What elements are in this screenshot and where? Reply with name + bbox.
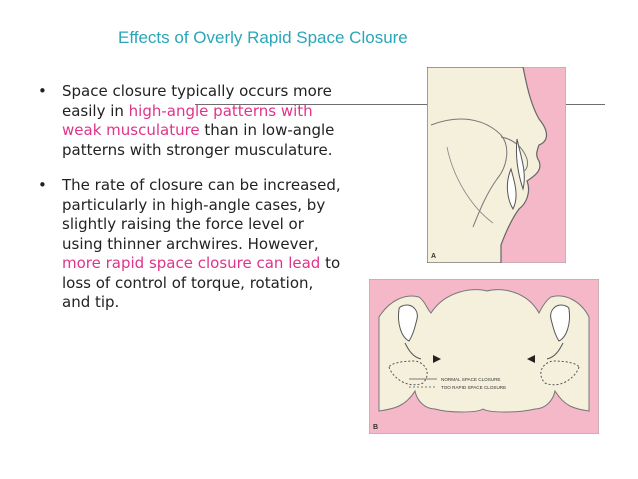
bullet-text: Space closure typically occurs more easily in [62, 82, 332, 120]
figure-a-label: A [431, 253, 437, 260]
figure-b-label: B [373, 424, 379, 431]
bullet-marker: • [38, 82, 47, 100]
tooth-illustration [369, 279, 599, 434]
bullet-highlight: more rapid space closure can lead [62, 254, 321, 272]
bullet-item [38, 82, 343, 160]
bullet-list [38, 82, 343, 329]
bullet-highlight: high-angle patterns with weak musculature [62, 101, 313, 139]
bullet-text: The rate of closure can be increased, particularly in high-angle cases, by slightly raising the force level or using thinner archwires. However, [62, 176, 341, 253]
bullet-item [38, 176, 343, 313]
bullet-text: to loss of control of torque, rotation, and tip. [62, 254, 341, 311]
bullet-marker: • [38, 176, 47, 194]
slide-title: Effects of Overly Rapid Space Closure [118, 28, 408, 47]
legend-rapid-closure: TOO RAPID SPACE CLOSURE [441, 385, 507, 390]
profile-illustration [427, 67, 566, 263]
bullet-text: than in low-angle patterns with stronger musculature. [62, 121, 335, 159]
legend-normal-closure: NORMAL SPACE CLOSURE [441, 377, 501, 382]
